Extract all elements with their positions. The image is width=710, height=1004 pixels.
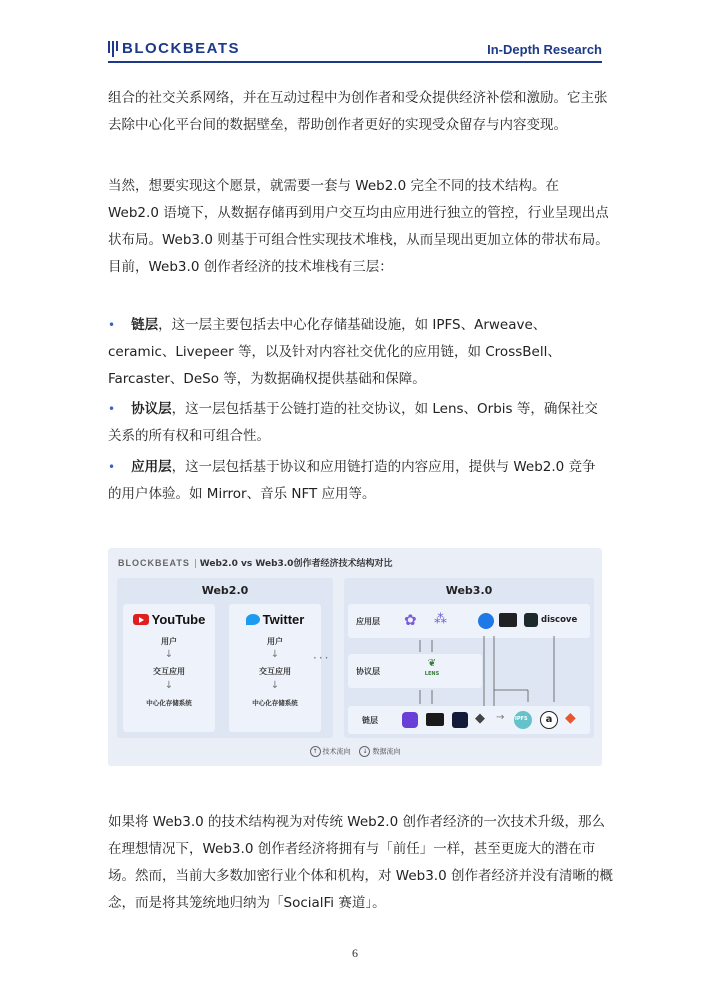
paragraph-3 [108,809,613,917]
text-line: 如果将 Web3.0 的技术结构视为对传统 Web2.0 创作者经济的一次技术升级，那么 [108,814,605,830]
figure-title: BLOCKBEATS | Web2.0 vs Web3.0创作者经济技术结构对比 [118,558,393,569]
user-label: 用户 [161,637,177,646]
app-layer-row [348,604,590,638]
bullet-protocol-layer [108,396,602,450]
arrow-up-circle-icon: ↑ [310,746,321,757]
bullet-dot-icon: • [108,460,116,474]
blue-app-icon [478,613,494,629]
text-line: 场。然而，当前大多数加密行业个体和机构，对 Web3.0 创作者经济并没有清晰的概 [108,868,613,884]
blockbeats-logo [108,40,240,57]
figure-brand: BLOCKBEATS [118,558,190,568]
text-line: ceramic、Livepeer 等，以及针对内容社交优化的应用链，如 CrossBell、 [108,344,561,360]
lens-label: LENS [424,671,440,677]
twitter-bird-icon [246,614,260,625]
twitter-brand [229,612,321,627]
figure-title-text: Web2.0 vs Web3.0创作者经济技术结构对比 [199,559,393,569]
comparison-figure [108,548,602,766]
logo-text: BLOCKBEATS [122,40,241,57]
twitter-card [229,604,321,732]
text-line: 的用户体验。如 Mirror、音乐 NFT 应用等。 [108,486,376,502]
arweave-icon: a [540,711,558,729]
bullet-dot-icon: • [108,318,116,332]
twitter-label: Twitter [262,612,305,627]
chain-layer-row [348,706,590,734]
web2-panel [117,578,333,738]
storage-label: 中心化存储系统 [252,699,298,707]
nodes-app-icon: ⁂ [434,612,447,627]
arrow-down-icon: ↓ [164,680,174,691]
text-line: 状布局。Web3.0 则基于可组合性实现技术堆栈，从而呈现出更加立体的带状布局。 [108,232,609,248]
ipfs-label: IPFS [515,716,528,722]
text-line: Farcaster、DeSo 等，为数据确权提供基础和保障。 [108,371,426,387]
bullet-app-layer [108,454,602,508]
purple-chain-icon [402,712,418,728]
more-ellipsis: ··· [313,651,331,665]
flower-app-icon: ✿ [404,611,417,629]
header-divider [108,61,602,63]
app-layer-label: 应用层 [356,617,380,626]
web3-title: Web3.0 [445,584,493,597]
web2-title: Web2.0 [201,584,249,597]
youtube-card [123,604,215,732]
text-line: 关系的所有权和可组合性。 [108,428,270,444]
text-line: Web2.0 语境下，从数据存储再到用户交互均由应用进行独立的管控，行业呈现出点 [108,205,609,221]
interaction-label: 交互应用 [259,667,291,676]
bullet-dot-icon: • [108,402,116,416]
text-line: 目前，Web3.0 创作者经济的技术堆栈有三层： [108,259,393,275]
ethereum-icon: ◆ [475,711,485,726]
text-line: 在理想情况下，Web3.0 创作者经济将拥有与「前任」一样，甚至更庞大的潜在市 [108,841,596,857]
arrow-chain-icon [452,712,468,728]
text-line: 念，而是将其笼统地归纳为「SocialFi 赛道」。 [108,895,386,911]
bullet-term: 链层 [131,317,159,333]
text-line: 去除中心化平台间的数据壁垒，帮助创作者更好的实现受众留存与内容变现。 [108,117,567,133]
youtube-icon [133,614,149,625]
interaction-label: 交互应用 [153,667,185,676]
discove-label: discove [541,615,578,625]
page-number: 6 [352,946,358,960]
logo-bars-icon [108,41,118,57]
protocol-layer-row [348,654,482,688]
text-line: ，这一层包括基于协议和应用链打造的内容应用，提供与 Web2.0 竞争 [171,459,596,475]
text-line: ，这一层包括基于公链打造的社交协议，如 Lens、Orbis 等，确保社交 [171,401,598,417]
bullet-chain-layer [108,312,602,393]
arrow-down-icon: ↓ [164,649,174,660]
lens-icon: ❦ LENS [422,658,442,678]
legend-data-flow: 数据流向 [372,747,401,756]
chain-layer-label: 链层 [362,716,378,725]
protocol-layer-label: 协议层 [356,667,380,676]
figure-legend [108,746,602,757]
paragraph-1 [108,85,608,139]
legend-tech-flow: 技术流向 [322,747,351,756]
arrow-down-icon: ↓ [270,680,280,691]
arrow-down-circle-icon: ↓ [359,746,370,757]
dark-chain-icon [426,713,444,726]
storage-label: 中心化存储系统 [146,699,192,707]
bullet-term: 应用层 [131,459,172,475]
text-line: ，这一层主要包括去中心化存储基础设施，如 IPFS、Arweave、 [158,317,547,333]
green-app-icon [524,613,538,627]
header-section-title: In-Depth Research [487,42,602,57]
arrow-down-icon: ↓ [270,649,280,660]
paragraph-2 [108,173,609,281]
arrow-right-icon: → [496,712,505,723]
bullet-term: 协议层 [131,401,172,417]
text-line: 组合的社交关系网络，并在互动过程中为创作者和受众提供经济补偿和激励。它主张 [108,90,608,106]
stack-app-icon [499,613,517,627]
youtube-brand [123,612,215,627]
user-label: 用户 [267,637,283,646]
ipfs-icon [514,711,532,729]
text-line: 当然，想要实现这个愿景，就需要一套与 Web2.0 完全不同的技术结构。在 [108,178,559,194]
red-chain-icon: ◆ [565,710,576,726]
web3-panel [344,578,594,738]
youtube-label: YouTube [151,612,206,627]
